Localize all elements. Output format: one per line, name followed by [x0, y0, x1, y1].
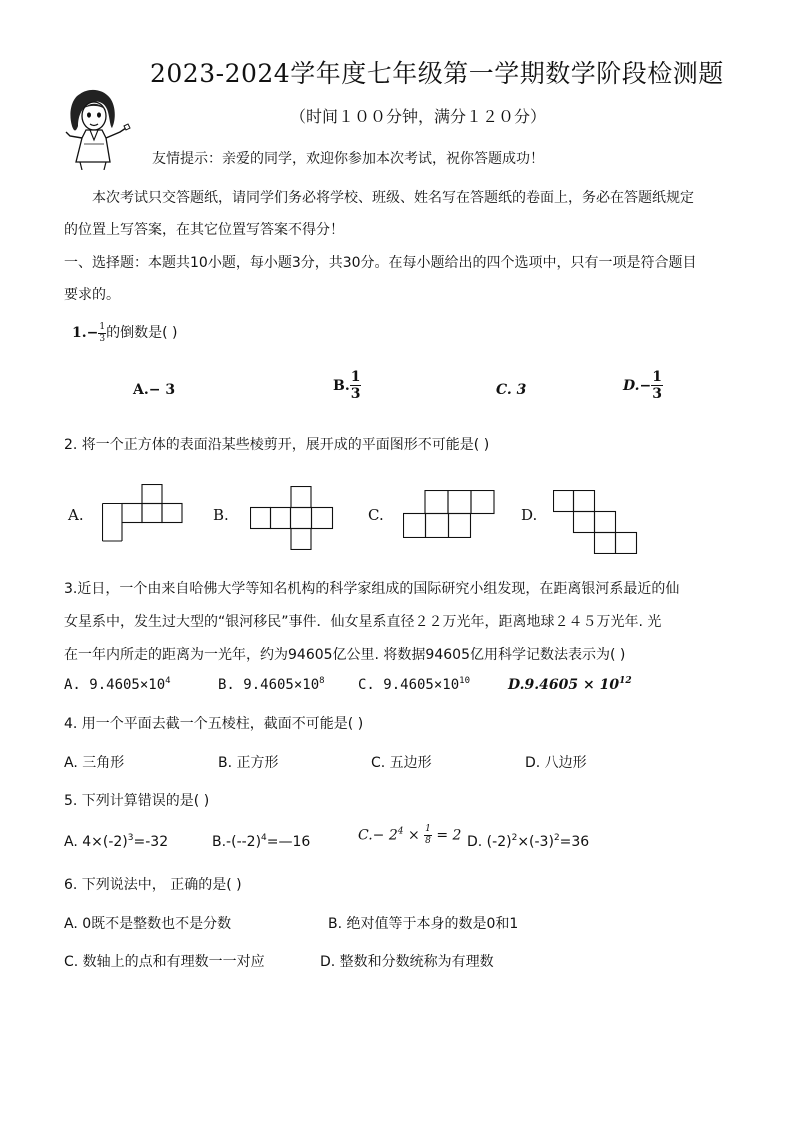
q5-option-c-fraction: [424, 825, 432, 846]
q5-option-b-part1: B.-(--2): [212, 834, 262, 850]
q5-option-d-part3: =36: [559, 834, 590, 850]
q2-option-a-label: A.: [68, 506, 84, 524]
q1-option-b-fraction: [350, 370, 362, 401]
question-6-stem: 6. 下列说法中， 正确的是( ): [64, 877, 242, 893]
q5-option-a-exp: 3: [127, 833, 134, 843]
q4-option-d: D. 八边形: [525, 755, 587, 771]
q5-option-d-exp2: 2: [553, 833, 560, 843]
q5-option-a-part1: A. 4×(-2): [64, 834, 128, 850]
q2-option-c-label: C.: [368, 506, 384, 524]
q4-option-c: C. 五边形: [371, 755, 432, 771]
q6-option-a: A. 0既不是整数也不是分数: [64, 916, 232, 932]
q1-option-b: [333, 370, 361, 401]
q3-option-c-exp: 10: [459, 676, 470, 686]
q3-option-c-base: C. 9.4605×10: [358, 677, 460, 693]
q3-option-a: [64, 676, 171, 693]
question-2-stem: 2. 将一个正方体的表面沿某些棱剪开，展开成的平面图形不可能是( ): [64, 437, 490, 453]
q1-stem-text: 的倒数是( ): [106, 325, 178, 341]
q3-option-d-exp: 12: [619, 676, 632, 686]
q1-fraction: [98, 323, 106, 344]
q2-net-b: [250, 486, 334, 550]
q2-net-a: [102, 484, 184, 542]
q2-net-c: [403, 490, 495, 538]
q1-option-d: [623, 370, 663, 401]
q5-option-d-part2: ×(-3): [517, 834, 554, 850]
q3-option-c: [358, 676, 470, 693]
q1-frac-den: 3: [99, 333, 106, 344]
question-3-line1: 3.近日，一个由来自哈佛大学等知名机构的科学家组成的国际研究小组发现，在距离银河系最近的仙: [64, 581, 680, 597]
q5-option-c-part3: = 2: [431, 827, 462, 844]
q3-option-b: [218, 676, 325, 693]
section-heading-line2: 要求的。: [64, 287, 120, 303]
q6-option-c: C. 数轴上的点和有理数一一对应: [64, 954, 265, 970]
q1-sign: −: [86, 325, 99, 341]
q5-option-c-times: ×: [403, 827, 425, 844]
q1-number: 1.: [72, 325, 87, 341]
q3-option-d: [508, 676, 632, 693]
q1-option-d-den: 3: [652, 386, 662, 402]
question-4-stem: 4. 用一个平面去截一个五棱柱，截面不可能是( ): [64, 716, 364, 732]
q4-option-a: A. 三角形: [64, 755, 125, 771]
q5-option-b-part2: =—16: [266, 834, 311, 850]
q3-option-d-base: D.9.4605 × 10: [508, 677, 620, 693]
q1-option-a: A.− 3: [133, 382, 176, 398]
instructions-line1: 本次考试只交答题纸，请同学们务必将学校、班级、姓名写在答题纸的卷面上，务必在答题纸规定: [92, 190, 694, 206]
q2-option-d-label: D.: [521, 506, 538, 524]
q1-option-c: C. 3: [496, 382, 527, 398]
q1-option-d-prefix: D.−: [623, 378, 652, 394]
q1-option-b-prefix: B.: [333, 378, 350, 394]
instructions-line2: 的位置上写答案，在其它位置写答案不得分！: [64, 222, 344, 238]
q5-option-d-exp1: 2: [511, 833, 518, 843]
q5-option-c: [358, 825, 461, 846]
q1-option-d-fraction: [651, 370, 663, 401]
q5-option-b-exp: 4: [261, 833, 267, 843]
exam-subtitle: （时间１００分钟，满分１２０分）: [290, 107, 547, 126]
q5-option-a: [64, 833, 168, 850]
q5-option-b: [212, 833, 310, 850]
question-5-stem: 5. 下列计算错误的是( ): [64, 793, 210, 809]
section-heading-line1: 一、选择题：本题共10小题，每小题3分，共30分。在每小题给出的四个选项中，只有一项是符合题目: [64, 255, 697, 271]
q2-net-d: [553, 490, 639, 554]
question-1-stem: [72, 322, 177, 344]
q1-frac-num: 1: [99, 321, 106, 332]
friendly-tip: 友情提示：亲爱的同学，欢迎你参加本次考试，祝你答题成功！: [152, 151, 544, 167]
q5-option-d-part1: D. (-2): [467, 834, 512, 850]
q5-option-c-den: 8: [425, 836, 431, 846]
question-3-line3: 在一年内所走的距离为一光年，约为94605亿公里. 将数据94605亿用科学记数法表示为( ): [64, 647, 626, 663]
teacher-illustration-icon: [62, 86, 134, 170]
q5-option-c-num: 1: [425, 824, 431, 834]
q6-option-b: B. 绝对值等于本身的数是0和1: [328, 916, 519, 932]
q6-option-d: D. 整数和分数统称为有理数: [320, 954, 494, 970]
q5-option-d: [467, 833, 589, 850]
q1-option-b-num: 1: [350, 369, 361, 385]
q1-option-b-den: 3: [350, 386, 361, 402]
exam-title: 2023-2024学年度七年级第一学期数学阶段检测题: [150, 59, 724, 88]
q3-option-b-exp: 8: [319, 676, 325, 686]
q2-option-b-label: B.: [213, 506, 229, 524]
q5-option-c-exp: 4: [397, 826, 404, 837]
q1-option-d-num: 1: [652, 369, 662, 385]
q3-option-a-exp: 4: [165, 676, 171, 686]
q3-option-b-base: B. 9.4605×10: [218, 677, 320, 693]
q3-option-a-base: A. 9.4605×10: [64, 677, 166, 693]
q5-option-a-part2: =-32: [133, 834, 169, 850]
q4-option-b: B. 正方形: [218, 755, 279, 771]
question-3-line2: 女星系中，发生过大型的“银河移民”事件．仙女星系直径２２万光年，距离地球２４５万光年. 光: [64, 614, 662, 630]
q5-option-c-part1: C.− 2: [358, 827, 398, 844]
